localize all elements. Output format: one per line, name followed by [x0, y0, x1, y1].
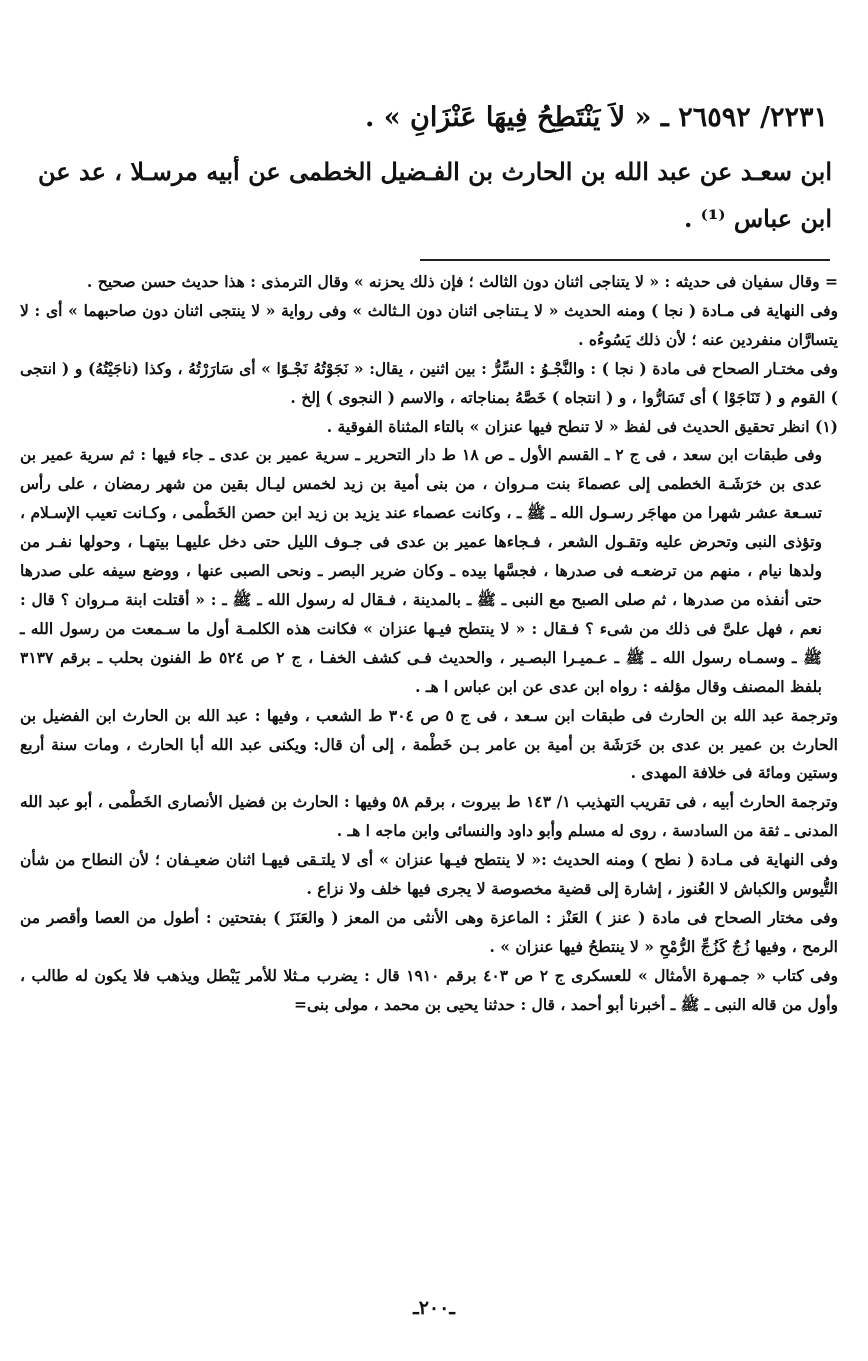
footnote-paragraph: وفى مختار الصحاح فى مادة ( عنز ) العَنْز : الماعزة وهى الأنثى من المعز ( والعَنَزَ ) بفتحتين : أطول من العصا وأقصر من الرمح ، وفيها زُجٌ كَزُجِّ الرُّمْحِ « لا ينتطحُ فيها عنزان » . [20, 907, 838, 956]
hadith-source-text: ابن سعـد عن عبد الله بن الحارث بن الفـضيل الخطمى عن أبيه مرسـلا ، عد عن ابن عباس ⁽¹⁾ . [38, 157, 832, 233]
footnote-1-heading: (١) انظر تحقيق الحديث فى لفظ « لا تنطح فيها عنزان » بالتاء المثناة الفوقية . [326, 416, 838, 436]
footnote-separator [420, 259, 830, 261]
page-number: ـ٢٠٠ـ [413, 1297, 455, 1319]
footnote-paragraph: وفى طبقات ابن سعد ، فى ج ٢ ـ القسم الأول ـ ص ١٨ ط دار التحرير ـ سرية عمير بن عدى ـ جاء فيها : ثم سرية عمير بن عدى بن خرَشَـة الخطمى إلى عصماءَ بنت مـروان ، من بنى أمية بن زيد لخمس ليـال بقين من شهر رمضان ، على رأس تسـعة عشر شهرا من مهاجَر رسـول الله ـ ﷺ ـ ، وكانت عصماء عند يزيد بن زيد ابن حصن الخَطْمى ، وكـانت تعيب الإسـلام ، وتؤذى النبى وتحرض عليه وتقـول الشعر ، فـجاءها عمير بن عدى فى جـوف الليل حتى دخل عليهـا بيتهـا ، وحولها نفـر من ولدها نيام ، منهم من ترضعـه فى صدرها ، فجسَّها بيده ـ وكان ضرير البصر ـ ونحى الصبى عنها ، ووضع سيفه على صدرها حتى أنفذه من صدرها ، ثم صلى الصبح مع النبى ـ ﷺ ـ بالمدينة ، فـقال له رسول الله ـ ﷺ ـ : « أقتلت ابنة مـروان ؟ قال : نعم ، فهل علىَّ فى ذلك من شىء ؟ فـقال : « لا ينتطح فيـها عنزان » فكانت هذه الكلمـة أول ما سـمعت من رسول الله ـ ﷺ ـ وسمـاه رسول الله ـ ﷺ ـ عـميـرا البصـير ، والحديث فـى كشف الخفـا ، ج ٢ ص ٥٢٤ ط الفنون بحلب ـ برقم ٣١٣٧ بلفظ المصنف وقال مؤلفه : رواه ابن عدى عن ابن عباس ا هـ . [20, 445, 822, 696]
footnote-paragraph: وفى مختـار الصحاح فى مادة ( نجا ) : والنَّجْـوُ : السِّرُّ : بين اثنين ، يقال: « نَجَوْتُهُ نَجْـوًا » أى سَارَرْتُهُ ، وكذا (ناجَيْتُهُ) و ( انتجى ) القوم و ( تَنَاجَوْا ) أى تَسَارُّوا ، و ( انتجاه ) خَصَّهُ بمناجاته ، والاسم ( النجوى ) إلخ . [20, 358, 838, 407]
footnote-paragraph: وترجمة عبد الله بن الحارث فى طبقات ابن سـعد ، فى ج ٥ ص ٣٠٤ ط الشعب ، وفيها : عبد الله بن الحارث ابن الفضيل بن الحارث بن عمير بن عدى بن خَرَشَة بن أمية بن عامر بـن خَطْمة ، إلى أن قال: ويكنى عبد الله أبا الحارث ، ومات سنة أربع وستين ومائة فى خلافة المهدى . [20, 705, 838, 783]
hadith-heading: ٢٢٣١/ ٢٦٥٩٢ ـ « لاَ يَنْتَطِحُ فِيهَا عَنْزَانِ » . [364, 102, 828, 133]
footnote-paragraph: وفى كتاب « جمـهرة الأمثال » للعسكرى ج ٢ ص ٤٠٣ برقم ١٩١٠ قال : يضرب مـثلا للأمر يَبْطل ويذهب فلا يكون له طالب ، وأول من قاله النبى ـ ﷺ ـ أخبرنا أبو أحمد ، قال : حدثنا يحيى بن محمد ، مولى بنى= [20, 965, 838, 1014]
footnote-paragraph: = وقال سفيان فى حديثه : « لا يتناجى اثنان دون الثالث ؛ فإن ذلك يحزنه » وقال الترمذى : هذا حديث حسن صحيح . [86, 272, 838, 291]
footnote-paragraph: وفى النهاية فى مـادة ( نجا ) ومنه الحديث « لا يـتناجى اثنان دون الـثالث » وفى رواية « لا ينتجى اثنان دون صاحبهما » أى : لا يتسارَّان منفردين عنه ؛ لأن ذلك يَسُوءُه . [20, 300, 838, 349]
footnote-paragraph: وفى النهاية فى مـادة ( نطح ) ومنه الحديث :« لا ينتطح فيـها عنزان » أى لا يلتـقى فيهـا اثنان ضعيـفان ؛ لأن النطاح من شأن التُّيوس والكباش لا العُنوز ، إشارة إلى قضية مخصوصة لا يجرى فيها خلف ولا نزاع . [20, 850, 838, 899]
footnote-paragraph: وترجمة الحارث أبيه ، فى تقريب التهذيب ١/ ١٤٣ ط بيروت ، برقم ٥٨ وفيها : الحارث بن فضيل الأنصارى الخَطْمى ، أبو عبد الله المدنى ـ ثقة من السادسة ، روى له مسلم وأبو داود والنسائى وابن ماجه ا هـ . [20, 792, 839, 841]
footnotes [20, 268, 838, 1020]
